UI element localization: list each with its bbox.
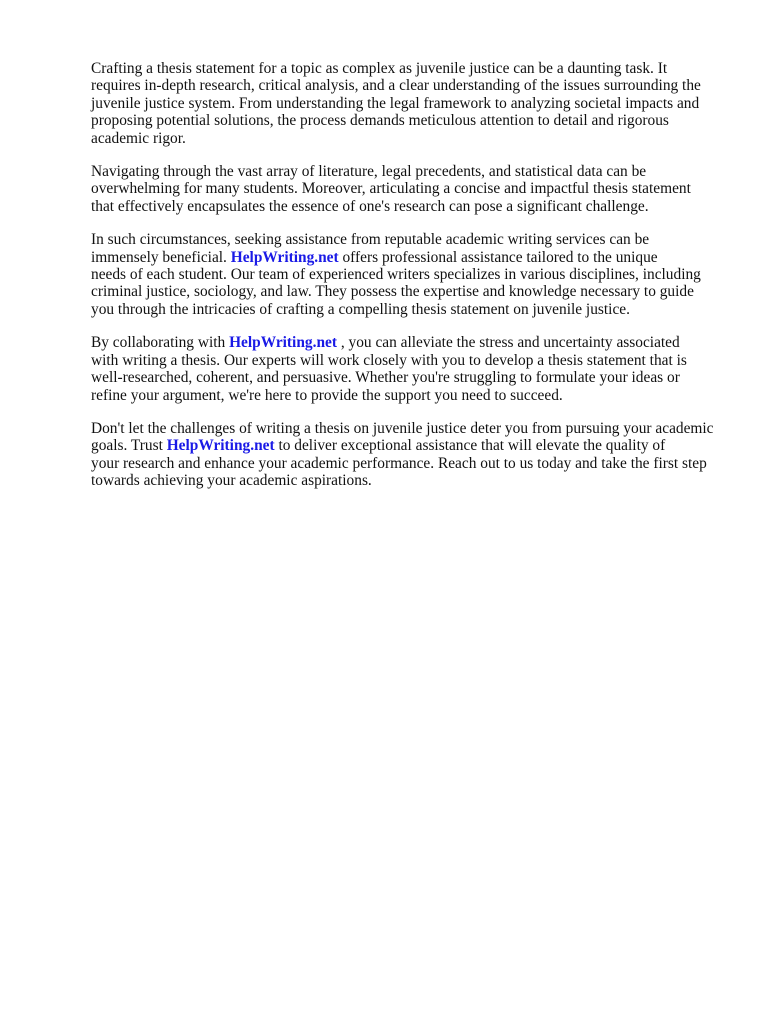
- paragraph-closing-text-before: Don't let the challenges of writing a thesis on juvenile justice deter you from pursuing your academic goals. Trust: [91, 419, 714, 455]
- paragraph-assistance-text-after: offers professional assistance tailored to the unique needs of each student. Our team of experienced writers specializes in various disciplines, including criminal justice, sociology, and law. They possess the expertise and knowledge necessary to guide you through the intricacies of crafting a compelling thesis statement on juvenile justice.: [91, 248, 701, 318]
- paragraph-collaboration-text-after: , you can alleviate the stress and uncertainty associated with writing a thesis. Our experts will work closely with you to develop a thesis statement that is well-researched, coherent, and persuasive. Whether you're struggling to formulate your ideas or refine your argument, we're here to provide the support you need to succeed.: [91, 334, 687, 404]
- helpwriting-link[interactable]: HelpWriting.net: [229, 334, 337, 352]
- paragraph-collaboration: [91, 334, 723, 404]
- helpwriting-link[interactable]: HelpWriting.net: [166, 437, 275, 455]
- paragraph-assistance-text-before: In such circumstances, seeking assistance from reputable academic writing services can be immensely beneficial.: [91, 231, 650, 266]
- paragraph-closing-text-after: to deliver exceptional assistance that will elevate the quality of your research and enhance your academic performance. Reach out to us today and take the first step towards achieving your academic aspirations.: [91, 437, 707, 490]
- document-page: [91, 60, 723, 506]
- paragraph-assistance: [91, 231, 723, 318]
- paragraph-collaboration-text-before: By collaborating with: [91, 334, 230, 352]
- helpwriting-link[interactable]: HelpWriting.net: [230, 248, 339, 266]
- paragraph-intro: Crafting a thesis statement for a topic as complex as juvenile justice can be a daunting task. It requires in-depth research, critical analysis, and a clear understanding of the issues surrounding the juvenile justice system. From understanding the legal framework to analyzing societal impacts and proposing potential solutions, the process demands meticulous attention to detail and rigorous academic rigor.: [91, 60, 701, 147]
- paragraph-challenges: Navigating through the vast array of literature, legal precedents, and statistical data can be overwhelming for many students. Moreover, articulating a concise and impactful thesis statement that effectively encapsulates the essence of one's research can pose a significant challenge.: [91, 163, 691, 215]
- paragraph-closing: [91, 420, 723, 490]
